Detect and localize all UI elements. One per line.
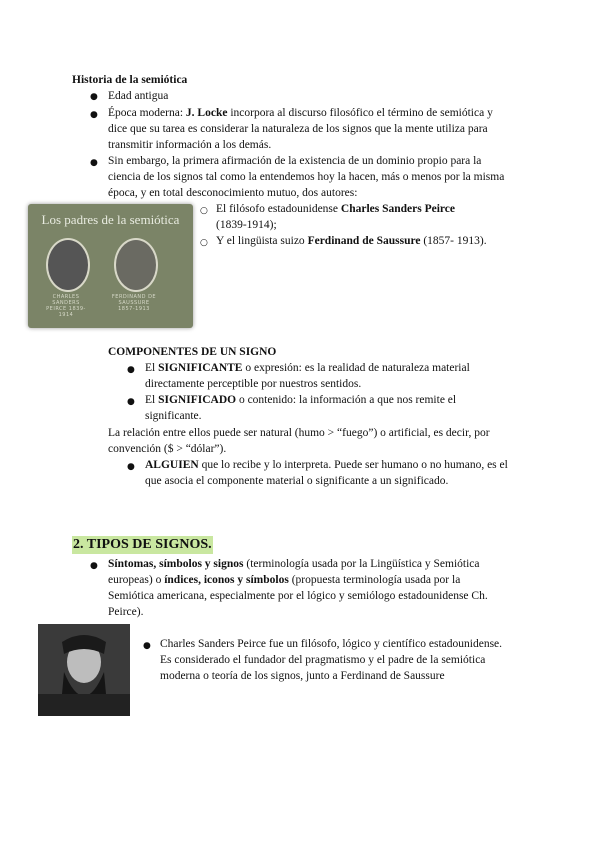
text: o expresión: es la realidad de naturaleza material — [242, 362, 470, 374]
text: europeas) o — [108, 574, 165, 586]
list-item — [145, 457, 508, 473]
circle-bullet: ○ — [200, 238, 208, 248]
text: que lo recibe y lo interpreta. Puede ser humano o no humano, es el — [198, 459, 508, 471]
list-item: Edad antigua — [108, 90, 169, 102]
text: (propuesta terminología usada por la — [288, 574, 461, 586]
bold-text: J. Locke — [185, 107, 228, 119]
section-heading-componentes: COMPONENTES DE UN SIGNO — [108, 346, 277, 358]
caption-left: CHARLES SANDERS PEIRCE 1839-1914 — [46, 294, 86, 318]
caption-right: FERDINAND DE SAUSSURE 1857-1913 — [111, 294, 157, 312]
section-heading-tipos: 2. TIPOS DE SIGNOS. — [73, 537, 212, 552]
peirce-photo — [38, 624, 130, 716]
text-line: Peirce). — [108, 606, 144, 618]
bullet: ● — [127, 397, 135, 407]
bullet: ● — [90, 110, 98, 120]
portrait-peirce — [46, 238, 90, 292]
text: incorpora al discurso filosófico el término de semiótica y — [227, 107, 493, 119]
text: El filósofo estadounidense — [216, 203, 341, 215]
text-line: (1839-1914); — [216, 219, 277, 231]
list-item — [216, 201, 526, 217]
list-item — [216, 233, 487, 249]
text-line: significante. — [145, 410, 202, 422]
bold-text: índices, iconos y símbolos — [164, 574, 289, 586]
bold-text: Charles Sanders Peirce — [340, 203, 456, 215]
list-item — [108, 105, 528, 121]
bullet: ● — [127, 462, 135, 472]
bold-text: Ferdinand de Saussure — [307, 235, 421, 247]
text: Época moderna: — [108, 107, 186, 119]
text-line: época, y en total desconocimiento mutuo, dos autores: — [108, 187, 358, 199]
text-line — [108, 572, 460, 588]
bullet: ● — [127, 365, 135, 375]
text-line: ciencia de los signos tal como la entendemos hoy la hacen, más o menos por la misma — [108, 171, 505, 183]
bold-text: SIGNIFICANTE — [158, 362, 243, 374]
text: (1857- 1913). — [420, 235, 487, 247]
bullet: ● — [90, 92, 98, 102]
text: Y el lingüista suizo — [216, 235, 308, 247]
text-line: directamente perceptible por nuestros sentidos. — [145, 378, 362, 390]
list-item — [145, 392, 527, 408]
bold-text: ALGUIEN — [145, 459, 199, 471]
text: o contenido: la información a que nos remite el — [236, 394, 457, 406]
peirce-portrait-illustration — [38, 624, 130, 716]
text-line: transmitir información a los demás. — [108, 139, 272, 151]
bullet: ● — [90, 158, 98, 168]
text-line: moderna o teoría de los signos, junto a Ferdinand de Saussure — [160, 670, 445, 682]
text: El — [145, 394, 159, 406]
text: (terminología usada por la Lingüística y Semiótica — [243, 558, 480, 570]
bullet: ● — [143, 641, 151, 651]
list-item — [145, 360, 527, 376]
bullet: ● — [90, 561, 98, 571]
text: El — [145, 362, 159, 374]
padres-image — [28, 204, 193, 328]
text-line: dice que su tarea es considerar la naturaleza de los signos que la mente utiliza para — [108, 123, 488, 135]
list-item — [108, 556, 480, 572]
bold-text: Síntomas, símbolos y signos — [108, 558, 244, 570]
image-title: Los padres de la semiótica — [41, 212, 180, 227]
text-line: que asocia el componente material o significante a un significado. — [145, 475, 449, 487]
text-line: Sin embargo, la primera afirmación de la existencia de un dominio propio para la — [108, 155, 482, 167]
bold-text: SIGNIFICADO — [158, 394, 237, 406]
text-line: Charles Sanders Peirce fue un filósofo, lógico y científico estadounidense. — [160, 638, 503, 650]
portrait-saussure — [114, 238, 158, 292]
section-heading-historia: Historia de la semiótica — [72, 74, 188, 86]
circle-bullet: ○ — [200, 206, 208, 216]
text-line: Es considerado el fundador del pragmatismo y el padre de la semiótica — [160, 654, 486, 666]
text-line: convención ($ > “dólar”). — [108, 443, 227, 455]
text-line: La relación entre ellos puede ser natural (humo > “fuego”) o artificial, es decir, por — [108, 427, 490, 439]
text-line: Semiótica americana, especialmente por el lógico y semiólogo estadounidense Ch. — [108, 590, 488, 602]
